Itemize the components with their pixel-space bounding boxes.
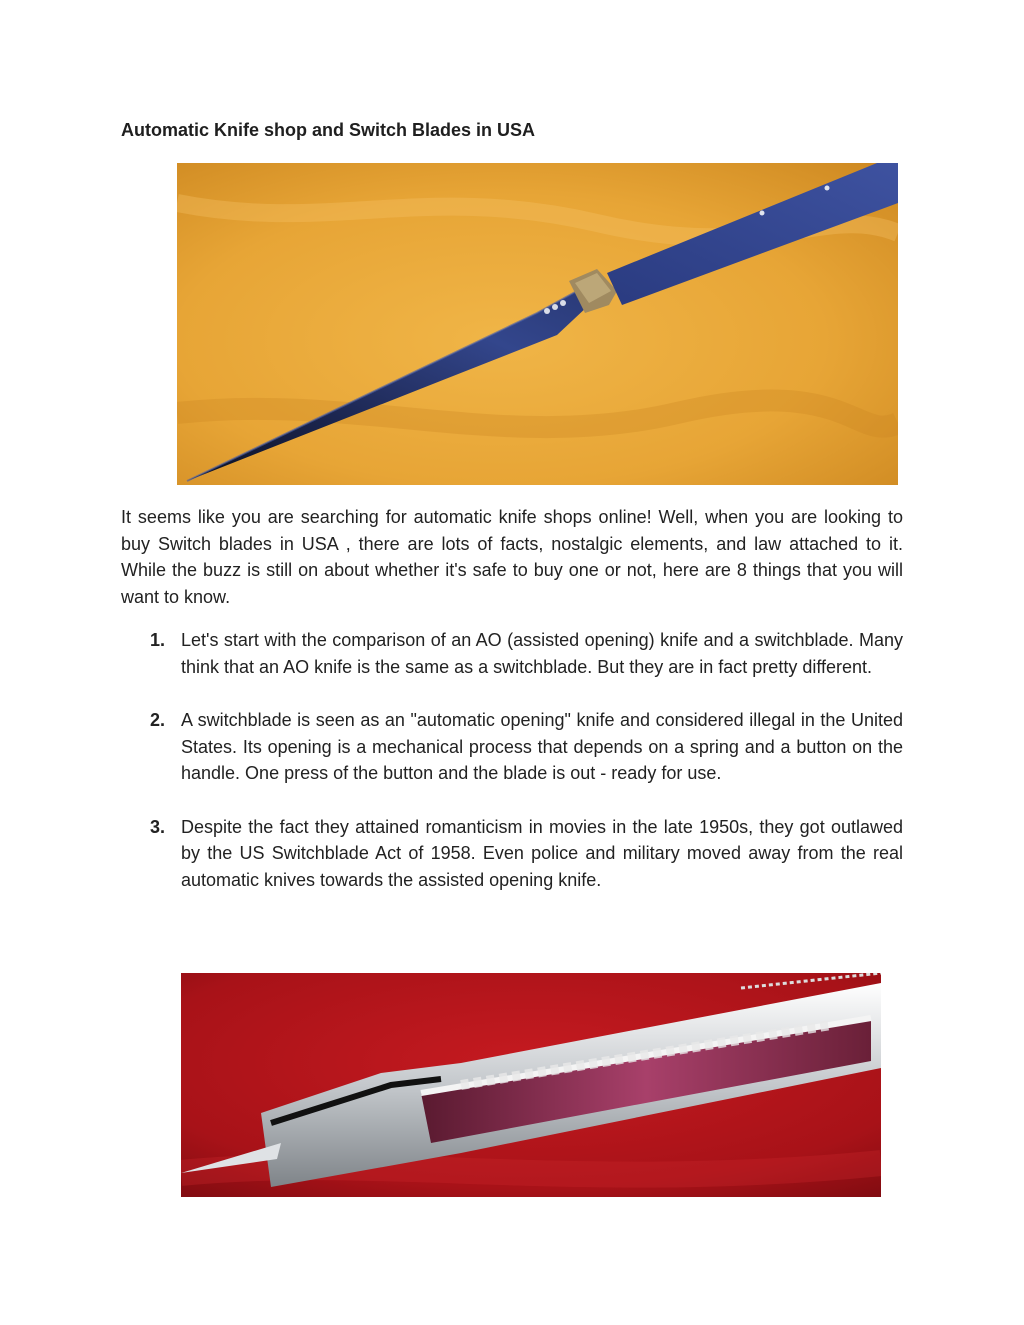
- intro-paragraph: It seems like you are searching for automatic knife shops online! Well, when you are looking to buy Switch blades in USA , there are lots of facts, nostalgic elements, and law attached to it. While the buzz is still on about whether it's safe to buy one or not, here are 8 things that you will want to know.: [121, 507, 903, 607]
- list-item: [121, 707, 903, 787]
- facts-list: [121, 627, 903, 920]
- list-item-number: 2.: [150, 710, 166, 730]
- page-title: Automatic Knife shop and Switch Blades in USA: [121, 120, 536, 140]
- list-item-number: 3.: [150, 816, 166, 837]
- list-item: [121, 814, 903, 894]
- switchblade-photo: [181, 973, 881, 1197]
- list-item-text: Let's start with the comparison of an AO (assisted opening) knife and a switchblade. Many think that an AO knife is the same as a switchblade. But they are in fact pretty different.: [181, 630, 903, 677]
- list-item-number: 1.: [150, 630, 166, 650]
- list-item-text: A switchblade is seen as an "automatic opening" knife and considered illegal in the United States. Its opening is a mechanical process that depends on a spring and a button on the handle. One press of the button and the blade is out - ready for use.: [181, 710, 903, 783]
- list-item: [121, 627, 903, 680]
- knife-photo: [177, 163, 898, 485]
- list-item-text: Despite the fact they attained romanticism in movies in the late 1950s, they got outlawed by the US Switchblade Act of 1958. Even police and military moved away from the real automatic knives towards the assisted opening knife.: [181, 816, 903, 890]
